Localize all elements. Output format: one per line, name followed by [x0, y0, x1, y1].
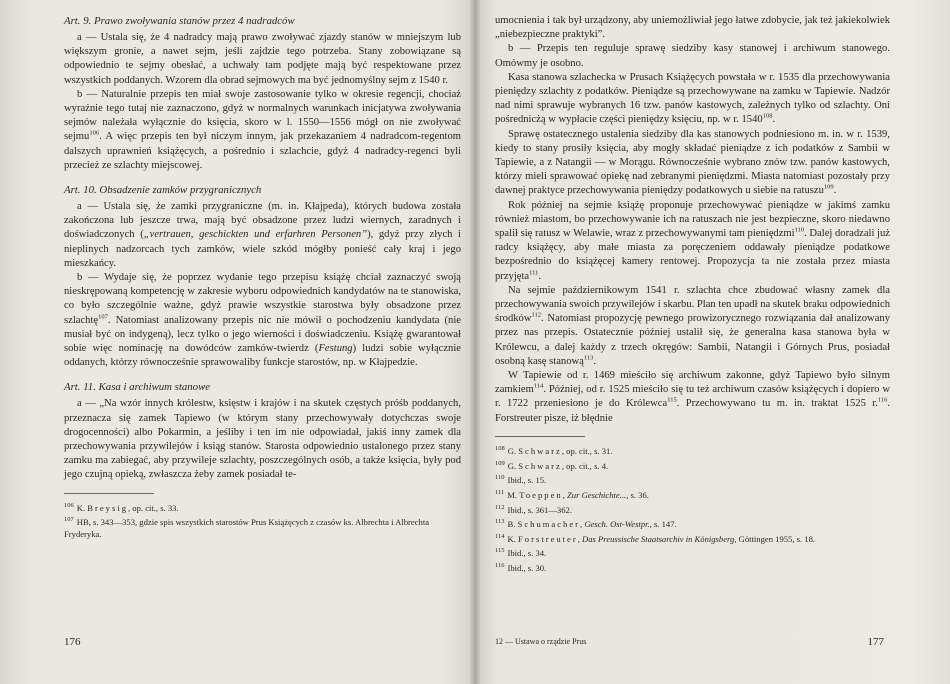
paragraph: W Tapiewie od r. 1469 mieściło się archiwum zakonne, gdyż Tapiewo było silnym zamkiem$^{114}$. Później, od r. 1525 mieściło się tu też archiwum czasów książęcych i dopiero w r. 1722 przeniesiono je do Królewca$^{115}$. Przechowywano tu m. in. traktat 1525 r.$^{116}$. Forstreuter pisze, iż błędnie: [495, 370, 890, 424]
paragraph: a — Ustala się, że 4 nadradcy mają prawo zwoływać zjazdy stanów w mniejszym lub większym gronie, a nawet sejm, jeśli zajdzie tego potrzeba. Stany zobowiązane są odpowiednio te sejmy obesłać, a uchwały tam podjęte mają być respektowane przez wszystkich poddanych. Wzorem dla obrad sejmowych ma być jednomyślny sejm z 1540 r.: [64, 32, 461, 86]
page-number: 177: [867, 636, 884, 648]
footnote: $^{115}$ Ibid., s. 34.: [495, 547, 547, 559]
footnote: $^{110}$ Ibid., s. 15.: [495, 474, 547, 486]
footnote: $^{111}$ M. Toeppen, Zur Geschichte..., s. 36.: [495, 488, 649, 500]
footnote: $^{109}$ G. Schwarz, op. cit., s. 4.: [495, 459, 609, 471]
footnote-divider: [495, 436, 585, 437]
paragraph: umocnienia i tak był urządzony, aby uniemożliwiał jego łatwe zdobycie, jak też jakiekolwiek „niebezpieczne praktyki”.: [495, 15, 890, 41]
footnote: $^{108}$ G. Schwarz, op. cit., s. 31.: [495, 444, 613, 456]
footnote: $^{112}$ Ibid., s. 361—362.: [495, 503, 572, 515]
paragraph: Kasa stanowa szlachecka w Prusach Książęcych powstała w r. 1535 dla przechowywania pieniędzy szlachty z podatków. Pieniądze są przechowywane na zamku w Tapiewie. Nadzór nad nimi sprawuje wybranych 16 tzw. panów kastowych, zależnych tylko od szlachty. Oni pośrednicżą w wypłacie części pieniędzy księciu, np. w r. 1540$^{108}$.: [495, 71, 890, 126]
left-body-3: [64, 397, 461, 482]
paragraph: Rok później na sejmie książę proponuje przechowywać pieniądze w jakimś zamku również miastom, bo przechowywanie ich na ratuszach nie jest bezpieczne, skoro niedawno spalił się ratusz w Welawie, wraz z przechowywanymi tam pieniędzmi$^{110}$. Dalej doradzali już radcy książęcy, aby małe miasta za poręczeniem oddawały pieniądze podatkowe bezpośrednio do książęcej kamery rentowej. Propozycja ta nie została przez miasta przyjęta$^{111}$.: [495, 199, 890, 282]
footnote-ref[interactable]: 112: [531, 311, 542, 319]
book-gutter: [470, 0, 480, 684]
footnote-ref[interactable]: 110: [794, 226, 805, 234]
footnote: $^{116}$ Ibid., s. 30.: [495, 562, 547, 573]
footnote-divider: [64, 493, 154, 494]
footnote-ref[interactable]: 116: [877, 396, 888, 404]
footnote-ref[interactable]: 107: [98, 313, 108, 321]
footnote: $^{114}$ K. Forstreuter, Das Preussische Staatsarchiv in Königsberg, Göttingen 1955, s. 18.: [495, 532, 816, 544]
article-9-heading: Art. 9. Prawo zwoływania stanów przez 4 nadradców: [64, 15, 295, 27]
paragraph: b — Przepis ten reguluje sprawę siedziby kasy stanowej i archiwum stanowego. Omówmy je osobno.: [495, 43, 890, 69]
paragraph: Na sejmie październikowym 1541 r. szlachta chce zbudować własny zamek dla przechowywania swoich przywilejów i skarbu. Plan ten upadł na skutek braku odpowiednich środków$^{112}$. Natomiast propozycję pewnego prowizorycznego rozwiązania dał analizowany przez nas przepis. Ostatecznie później ustalił się, że generalna kasa stanowa była w Królewcu, a dalej każdy z trzech okręgów: Sambii, Natangii i Górnych Prus, posiadał osobną kasę stanową$^{113}$.: [495, 284, 890, 367]
footnote-ref[interactable]: 108: [762, 112, 773, 120]
paragraph: b — Wydaje się, że poprzez wydanie tego przepisu książę chciał zaznaczyć swoją nieskrępowaną kompetencję w zakresie wyboru odpowiednich kandydatów na te stanowiska, co było szczególnie ważne, gdyż prawie wszystkie starostwa były obsadzone przez szlachtę$^{107}$. Natomiast analizowany przepis nic nie mówił o pochodzeniu kandydata (nie musiał być on indygeną), lecz tylko o jego wierności i doświadczeniu. Książę gwarantował sobie więc nominację na dowódców zamków-twierdz (Festung) ludzi sobie wyłącznie oddanych, którzy równocześnie sprawowaliby funkcje starostów, np. w Kłajpedzie.: [64, 272, 461, 369]
right-page: [475, 0, 950, 684]
paragraph: Sprawę ostatecznego ustalenia siedziby dla kas stanowych podniesiono m. in. w r. 1539, kiedy to stany prosiły księcia, aby mogły składać pieniądze z ich podatków z Sambii w Tapiewie, a z Natangii — w Morągu. Równocześnie wybrano znów tzw. panów kastowych, którzy mieli sprawować opiekę nad zebranymi pieniędzmi. Miasta natomiast pozostały przy dawnej praktyce przechowywania pieniędzy podatkowych u siebie na ratuszu$^{109}$.: [495, 128, 890, 197]
left-body: [64, 31, 461, 173]
right-footnotes: [495, 443, 890, 575]
footnote-ref[interactable]: 106: [89, 129, 100, 137]
footnote: $^{107}$ HB, s. 343—353, gdzie spis wszystkich starostów Prus Książęcych z czasów ks. Albrechta i Albrechta Fryderyka.: [64, 516, 430, 539]
page-number: 176: [64, 636, 81, 648]
article-10-heading: Art. 10. Obsadzenie zamków przygranicznych: [64, 184, 262, 197]
paragraph: a — Ustala się, że zamki przygraniczne (m. in. Kłajpeda), których budowa została zakończona lub jeszcze trwa, mają być obsadzone przez ludzi wiernych, zaradnych i doświadczonych („vertrauen, geschickten und erfarhren Personen”), gdyż przy złych i nieplinych nadzorcach tych zamków, wiele szkód mógłby ponieść cały kraj i jego mieszkańcy.: [64, 201, 461, 269]
paragraph: a — „Na wzór innych królestw, księstw i krajów i na skutek częstych próśb poddanych, przeznacza się zamek Tapiewo (w którym stany przechowywały dotychczas swoje drogocenności) albo Pokarmin, a jeśliby i ten im nie odpowiadał, jakiś inny zamek dla przechowywania przywilejów i ksiąg stanów. Starosta odpowiednio ustalonego przez stany zamku ma zabiegać, aby przywileje szlachty, poszczególnych osób, a także księcia, były pod jego czujną opieką, zwłaszcza żeby zamek posiadał te-: [64, 398, 461, 481]
article-11-heading: Art. 11. Kasa i archiwum stanowe: [64, 381, 211, 394]
footnote-ref[interactable]: 114: [533, 382, 544, 390]
right-body: [495, 14, 890, 426]
left-body-2: [64, 200, 461, 370]
footnote-ref[interactable]: 111: [529, 269, 539, 277]
paragraph: b — Naturalnie przepis ten miał swoje zastosowanie tylko w okresie regencji, chociaż wyraźnie tego tutaj nie zaznaczono, gdyż w normalnych warunkach inicjatywa zwoływania sejmów należała wyłącznie do księcia, skoro w l. 1550—1556 mógł on nie zwoływać sejmu$^{106}$. A więc przepis ten był niczym innym, jak przekazaniem 4 nadradcom-regentom dalszych uprawnień książęcych, a pośrednio i szlachcie, gdyż 4 nadradcy-regenci byli przecież ze szlachty miejscowej.: [64, 88, 461, 171]
footnote: $^{113}$ B. Schumacher, Gesch. Ost-Westpr., s. 147.: [495, 518, 677, 530]
footnote-ref[interactable]: 113: [583, 354, 594, 362]
footnote-ref[interactable]: 109: [823, 183, 834, 191]
footnote-ref[interactable]: 115: [667, 396, 677, 404]
left-footnotes: [64, 500, 461, 541]
footnote: $^{106}$ K. Breysig, op. cit., s. 33.: [64, 501, 179, 513]
printer-signature: 12 — Ustawa o rządzie Prus: [495, 637, 587, 646]
